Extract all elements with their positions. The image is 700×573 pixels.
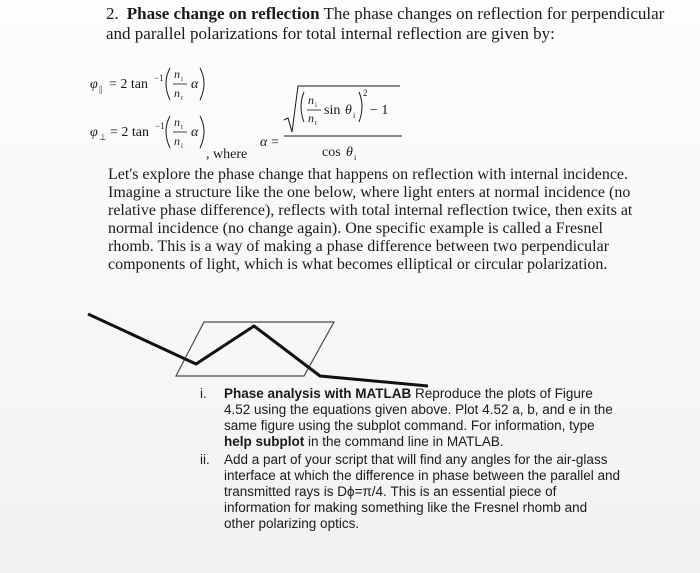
svg-text:i: i [353,111,356,120]
svg-text:− 1: − 1 [370,103,389,118]
svg-text:i: i [315,101,317,109]
equation-phi-parallel [90,67,204,102]
svg-text:i: i [181,75,183,83]
svg-text:cos: cos [322,145,341,160]
svg-text:= 2 tan: = 2 tan [109,77,148,92]
svg-text:= 2 tan: = 2 tan [110,125,149,140]
svg-text:n: n [174,115,180,129]
problem-number: 2. [106,4,119,23]
question-body-end: in the command line in MATLAB. [304,434,504,449]
problem-intro: The phase changes on reflection for perpendicular and parallel polarizations for total internal reflection are given by: [106,4,665,43]
question-list [200,386,620,534]
question-text [224,386,620,450]
svg-text:sin: sin [324,103,341,118]
question-marker: i. [200,386,207,401]
light-ray-path [88,314,428,386]
svg-text:α: α [191,125,199,140]
svg-text:, where: , where [206,147,248,162]
svg-text:θ: θ [345,103,352,118]
svg-text:t: t [315,119,317,127]
svg-text:α: α [260,135,268,150]
svg-text:α: α [191,77,199,92]
svg-text:2: 2 [363,88,368,98]
svg-text:−1: −1 [154,73,164,83]
svg-text:n: n [174,86,180,100]
svg-text:⊥: ⊥ [99,132,107,142]
question-text: Add a part of your script that will find any angles for the air-glass interface at which the difference in phase between the parallel and transmitted rays is Dϕ=π/4. This is an essential piece of information for making something like the Fresnel rhomb and other polarizing optics. [224,452,621,531]
svg-text:i: i [181,142,183,150]
svg-text:θ: θ [346,145,353,160]
equation-phi-perp [90,115,247,162]
question-marker: ii. [200,452,210,467]
question-item [200,386,620,450]
question-title: Phase analysis with MATLAB [224,386,412,401]
question-command: help subplot [224,434,305,449]
explanation-paragraph: Let's explore the phase change that happens on reflection with internal incidence. Imagine a structure like the one below, where light enters at normal incidence (no relative phase difference), reflects with total internal reflection twice, then exits at normal incidence (no change again). One specific example is called a Fresnel rhomb. This is a way of making a phase difference between two perpendicular components of light, which is what becomes elliptical or circular polarization. [108,166,633,273]
svg-text:n: n [308,93,314,107]
problem-title: Phase change on reflection [126,4,320,23]
question-item [200,452,620,532]
svg-text:−1: −1 [155,121,165,131]
problem-heading [106,4,666,44]
phase-equations [70,60,430,168]
equation-alpha [260,86,402,162]
svg-text:||: || [99,84,103,94]
svg-text:n: n [308,111,314,125]
question-body: Reproduce the plots of Figure 4.52 using the equations given above. Plot 4.52 a, b, and e in the same figure using the subplot command. For information, type [224,386,613,433]
fresnel-rhomb-diagram [84,300,434,390]
svg-text:t: t [181,94,183,102]
svg-text:t: t [181,123,183,131]
svg-text:=: = [271,135,279,150]
svg-text:φ: φ [90,77,98,92]
svg-text:n: n [174,134,180,148]
svg-text:φ: φ [90,125,98,140]
svg-text:n: n [174,67,180,81]
svg-text:i: i [354,153,357,162]
